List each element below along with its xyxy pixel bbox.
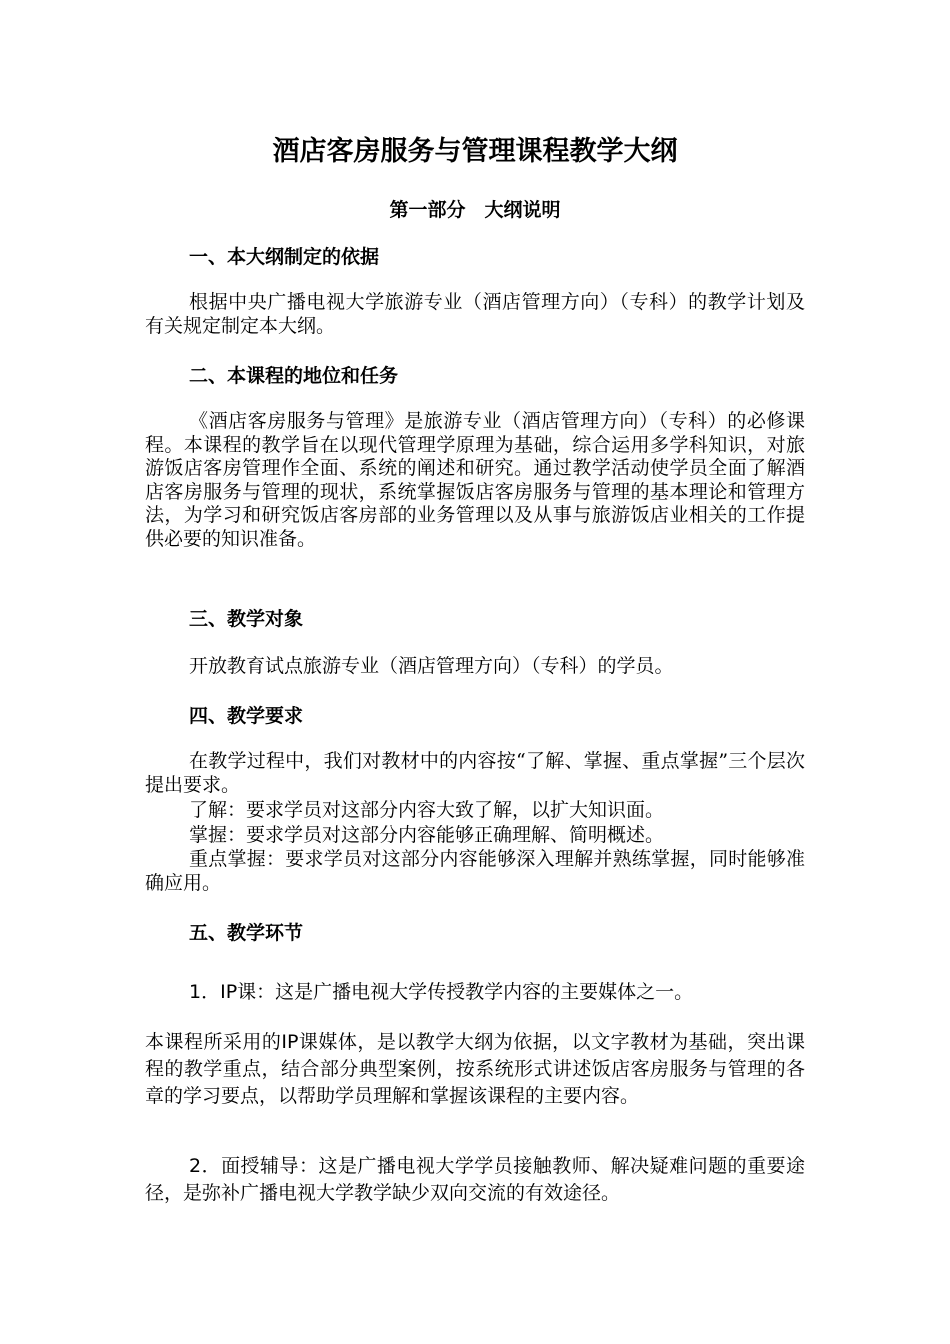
section-heading-teaching-links: 五、教学环节 <box>189 922 304 944</box>
ip-paragraph-part-b: IP <box>281 1031 299 1053</box>
section-heading-audience: 三、教学对象 <box>189 608 304 630</box>
section-text-status: 《酒店客房服务与管理》是旅游专业（酒店管理方向）（专科）的必修课程。本课程的教学旨在以现代管理学原理为基础，综合运用多学科知识，对旅游饭店客房管理作全面、系统的阐述和研究。通过教学活动使学员全面了解酒店客房服务与管理的现状，系统掌握饭店客房服务与管理的基本理论和管理方法，为学习和研究饭店客房部的业务管理以及从事与旅游饭店业相关的工作提供必要的知识准备。 <box>145 410 805 550</box>
tutoring-number: 2． <box>189 1155 222 1177</box>
tutoring-paragraph <box>145 1153 805 1207</box>
section-text-requirements: 在教学过程中，我们对教材中的内容按“了解、掌握、重点掌握”三个层次提出要求。 <box>145 750 805 796</box>
ip-paragraph-part-a: 本课程所采用的 <box>145 1031 282 1053</box>
requirement-item-key-master: 重点掌握：要求学员对这部分内容能够深入理解并熟练掌握，同时能够准确应用。 <box>145 848 805 894</box>
part-title: 第一部分 大纲说明 <box>389 199 561 221</box>
section-text-audience: 开放教育试点旅游专业（酒店管理方向）（专科）的学员。 <box>189 655 674 677</box>
ip-course-label: IP <box>220 981 238 1003</box>
section-heading-requirements: 四、教学要求 <box>189 705 304 727</box>
section-heading-basis: 一、本大纲制定的依据 <box>189 246 380 268</box>
requirement-item-master: 掌握：要求学员对这部分内容能够正确理解、简明概述。 <box>189 824 665 846</box>
ip-course-line <box>189 980 693 1004</box>
section-text-basis: 根据中央广播电视大学旅游专业（酒店管理方向）（专科）的教学计划及有关规定制定本大纲。 <box>145 291 805 337</box>
ip-course-text: 课：这是广播电视大学传授教学内容的主要媒体之一。 <box>237 981 694 1003</box>
ip-course-number: 1． <box>189 981 221 1003</box>
section-heading-status: 二、本课程的地位和任务 <box>189 365 399 387</box>
requirement-item-understand: 了解：要求学员对这部分内容大致了解，以扩大知识面。 <box>189 799 665 821</box>
document-title: 酒店客房服务与管理课程教学大纲 <box>272 136 678 167</box>
ip-paragraph-part-c: 课媒体，是以教学大纲为依据，以文字教材为基础，突出课程的教学重点，结合部分典型案例，按系统形式讲述饭店客房服务与管理的各章的学习要点，以帮助学员理解和掌握该课程的主要内容。 <box>145 1031 805 1107</box>
ip-course-paragraph <box>145 1029 805 1110</box>
tutoring-text: 面授辅导：这是广播电视大学学员接触教师、解决疑难问题的重要途径，是弥补广播电视大学教学缺少双向交流的有效途径。 <box>145 1155 805 1204</box>
